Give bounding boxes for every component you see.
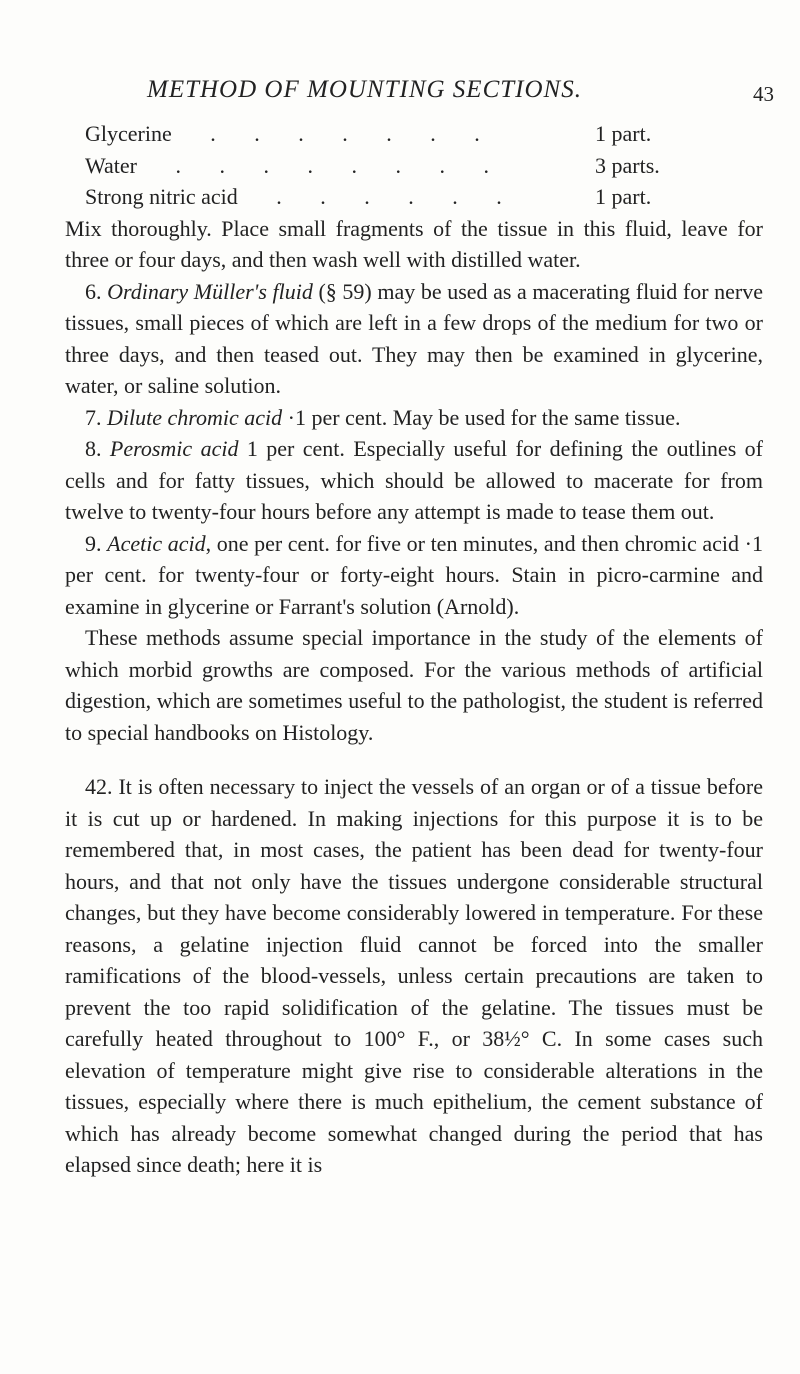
paragraph-number: 7. bbox=[85, 404, 102, 430]
recipe-list bbox=[85, 118, 763, 213]
recipe-ingredient: Water . . . . . . . . bbox=[85, 152, 489, 178]
recipe-quantity: 1 part. bbox=[595, 121, 652, 146]
paragraph-number: 6. bbox=[85, 278, 102, 304]
section-number: 42. bbox=[85, 774, 113, 799]
italic-term: Dilute chromic acid bbox=[107, 404, 283, 430]
recipe-row bbox=[85, 150, 735, 182]
paragraph-body: , one per cent. for five or ten minutes, and then chromic acid ·1 per cent. for twenty-four or forty-eight hours. Stain in picro-carmine and examine in glycerine or Farrant's solution (Arnold). bbox=[65, 530, 763, 619]
page-header bbox=[0, 76, 800, 116]
paragraph-6 bbox=[65, 276, 763, 402]
recipe-ingredient: Glycerine . . . . . . . bbox=[85, 121, 480, 146]
italic-term: Acetic acid bbox=[107, 530, 206, 556]
page-number: 43 bbox=[753, 82, 774, 106]
body-text bbox=[65, 118, 763, 1181]
paragraph-7 bbox=[65, 402, 763, 434]
paragraph-body: 1 per cent. Especially useful for defining the outlines of cells and for fatty tissues, which should be allowed to macerate for from twelve to twenty-four hours before any attempt is made to tease them out. bbox=[65, 436, 763, 524]
recipe-row bbox=[85, 118, 735, 150]
italic-term: Ordinary Müller's fluid bbox=[107, 278, 313, 304]
recipe-ingredient: Strong nitric acid . . . . . . bbox=[85, 184, 502, 209]
paragraph-number: 8. bbox=[85, 436, 102, 461]
paragraph-number: 9. bbox=[85, 530, 102, 556]
running-title: METHOD OF MOUNTING SECTIONS. bbox=[147, 76, 582, 103]
paragraph-methods: These methods assume special importance in the study of the elements of which morbid growths are composed. For the various methods of artificial digestion, which are sometimes useful to the pathologist, the student is referred to special handbooks on Histology. bbox=[65, 625, 763, 745]
paragraph-mix: Mix thoroughly. Place small fragments of the tissue in this fluid, leave for three or four days, and then wash well with distilled water. bbox=[65, 215, 763, 272]
paragraph-42 bbox=[65, 771, 763, 1181]
paragraph-body: It is often necessary to inject the vessels of an organ or of a tissue before it is cut up or hardened. In making injections for this purpose it is to be remembered that, in most cases, the patient has been dead for twenty-four hours, and that not only have the tissues undergone considerable structural changes, but they have become considerably lowered in temperature. For these reasons, a gelatine injection fluid cannot be forced into the smaller ramifications of the blood-vessels, unless certain precautions are taken to prevent the too rapid solidification of the gelatine. The tissues must be carefully heated throughout to 100° F., or 38½° C. In some cases such elevation of temperature might give rise to considerable alterations in the tissues, especially where there is much epithelium, the cement substance of which has already become somewhat changed during the period that has elapsed since death; here it is bbox=[65, 774, 763, 1177]
recipe-quantity: 3 parts. bbox=[595, 152, 660, 178]
paragraph-8 bbox=[65, 433, 763, 528]
paragraph-9 bbox=[65, 528, 763, 623]
italic-term: Perosmic acid bbox=[109, 436, 239, 461]
recipe-row bbox=[85, 181, 735, 213]
paragraph-body: (§ 59) may be used as a macerating fluid for nerve tissues, small pieces of which are left in a few drops of the medium for two or three days, and then teased out. They may then be examined in glycerine, water, or saline solution. bbox=[65, 278, 764, 398]
paragraph-body: ·1 per cent. May be used for the same tissue. bbox=[287, 404, 681, 430]
recipe-quantity: 1 part. bbox=[595, 184, 652, 209]
